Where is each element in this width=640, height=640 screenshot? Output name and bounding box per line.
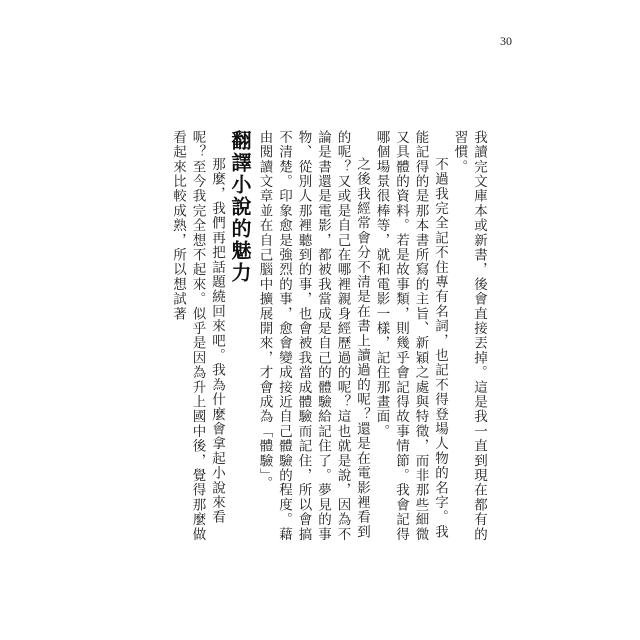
paragraph: 我讀完文庫本或新書，後會直接丟掉。這是我一直到現在都有的習慣。 <box>451 130 487 542</box>
paragraph: 那麼，我們再把話題繞回來吧。我為什麼會拿起小說來看呢？至今我完全想不起來。似乎是因為升上國中後，覺得那麼做看起來比較成熟，所以想試著 <box>170 130 225 542</box>
vertical-text-block <box>168 130 488 550</box>
page-number: 30 <box>500 34 512 48</box>
paragraph: 不過我完全記不住專有名詞，也記不得登場人物的名字。我能記得的是那本書所寫的主旨、新穎之處與特徵，而非那些細微又具體的資料。若是故事類，則幾乎會記得故事情節。我會記得哪個場景很棒等，就和電影一樣，記住那畫面。 <box>373 130 448 542</box>
paragraph: 之後我經常會分不清是在書上讀過的呢？還是在電影裡看到的呢？又或是自己在哪裡親身經歷過的呢？這也就是說，因為不論是書還是電影，都被我當成是自己的體驗給記住了。夢見的事物、從別人那裡聽到的事，也會被我當成體驗而記住，所以會搞不清楚。印象愈是強烈的事，愈會變成接近自己體驗的程度。藉由閱讀文章並在自己腦中擴展開來，才會成為「體驗」。 <box>256 130 370 542</box>
section-heading: 翻譯小說的魅力 <box>228 130 252 284</box>
